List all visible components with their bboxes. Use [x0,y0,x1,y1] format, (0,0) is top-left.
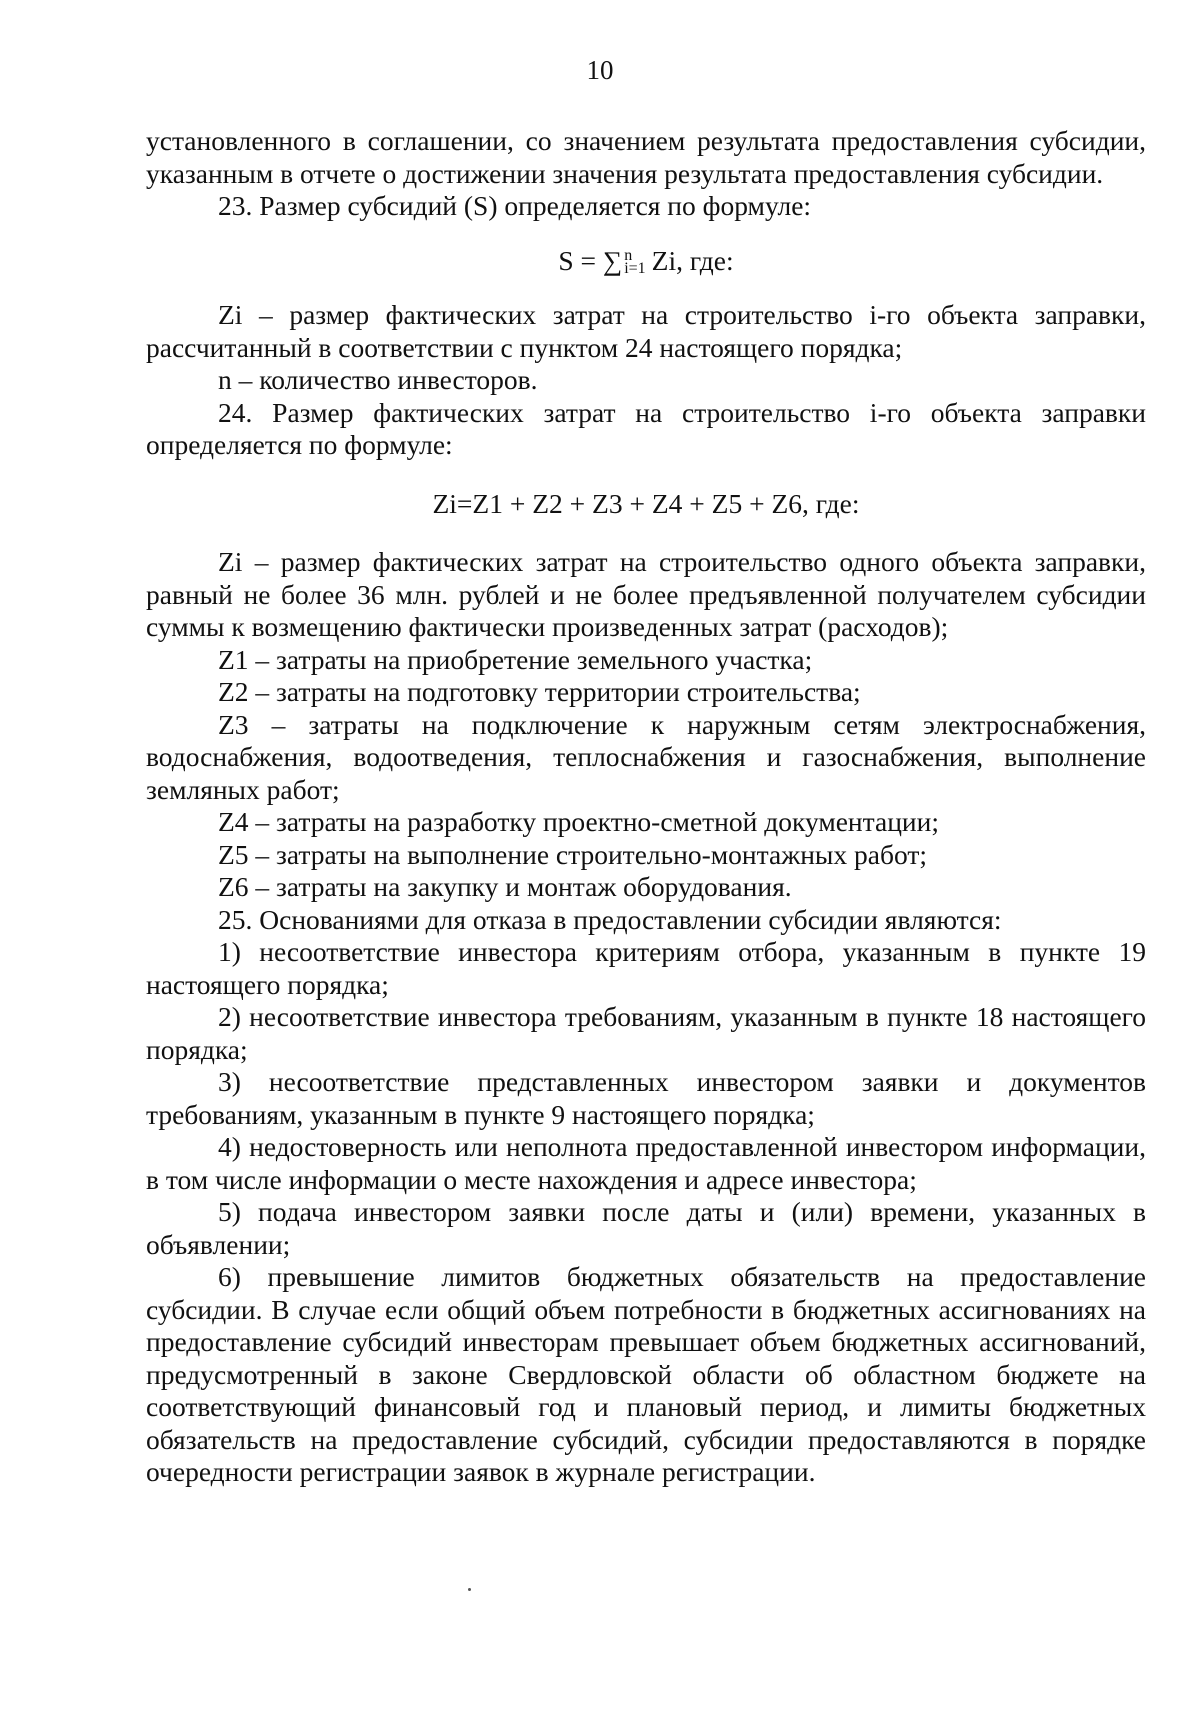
refusal-reason-3: 3) несоответствие представленных инвестором заявки и документов требованиям, указанным в пункте 9 настоящего порядка; [146,1066,1146,1130]
formula-subsidy-sum [146,245,1146,278]
clause-23: 23. Размер субсидий (S) определяется по формуле: [218,190,812,221]
formula-rhs: Zi, где: [651,244,734,276]
summation-limits [624,246,646,277]
definition-z6: Z6 – затраты на закупку и монтаж оборудования. [218,871,792,902]
refusal-reason-2: 2) несоответствие инвестора требованиям, указанным в пункте 18 настоящего порядка; [146,1001,1146,1065]
summation-lower-limit: i=1 [624,259,646,277]
refusal-reason-4: 4) недостоверность или неполнота предоставленной инвестором информации, в том числе информации о месте нахождения и адресе инвестора; [146,1131,1146,1195]
clause-25: 25. Основаниями для отказа в предоставлении субсидии являются: [218,903,1002,935]
refusal-reason-1: 1) несоответствие инвестора критериям отбора, указанным в пункте 19 настоящего порядка; [146,936,1146,1000]
scan-speck [468,1588,471,1591]
definition-z2: Z2 – затраты на подготовку территории строительства; [218,676,861,707]
definition-n: n – количество инвесторов. [218,364,538,395]
definition-z5: Z5 – затраты на выполнение строительно-монтажных работ; [218,838,928,870]
summation-upper-limit: n [624,246,633,264]
intro-paragraph: установленного в соглашении, со значением результата предоставления субсидии, указанным в отчете о достижении значения результата предоставления субсидии. [146,125,1146,189]
clause-24: 24. Размер фактических затрат на строительство i-го объекта заправки определяется по формуле: [146,396,1146,460]
definition-z4: Z4 – затраты на разработку проектно-сметной документации; [218,806,940,837]
definition-zi-sum: Zi – размер фактических затрат на строительство i-го объекта заправки, рассчитанный в соответствии с пунктом 24 настоящего порядка; [146,299,1146,363]
page-number: 10 [586,55,614,85]
definition-z1: Z1 – затраты на приобретение земельного участка; [218,643,813,675]
formula-costs: Zi=Z1 + Z2 + Z3 + Z4 + Z5 + Z6, где: [432,487,860,519]
refusal-reason-6: 6) превышение лимитов бюджетных обязательств на предоставление субсидии. В случае если общий объем потребности в бюджетных ассигнованиях на предоставление субсидий инвесторам превышает объем бюджетных ассигнований, предусмотренный в законе Свердловской области об областном бюджете на соответствующий финансовый год и плановый период, и лимиты бюджетных обязательств на предоставление субсидий, субсидии предоставляются в порядке очередности регистрации заявок в журнале регистрации. [146,1261,1146,1487]
definition-zi: Zi – размер фактических затрат на строительство одного объекта заправки, равный не более 36 млн. рублей и не более предъявленной получателем субсидии суммы к возмещению фактически произведенных затрат (расходов); [146,546,1146,642]
summation-sign: ∑ [602,245,623,276]
definition-z3: Z3 – затраты на подключение к наружным сетям электроснабжения, водоснабжения, водоотведения, теплоснабжения и газоснабжения, выполнение земляных работ; [146,708,1146,805]
document-body [146,125,1146,1489]
refusal-reason-5: 5) подача инвестором заявки после даты и (или) времени, указанных в объявлении; [146,1196,1146,1260]
formula-lhs: S = [558,244,597,276]
